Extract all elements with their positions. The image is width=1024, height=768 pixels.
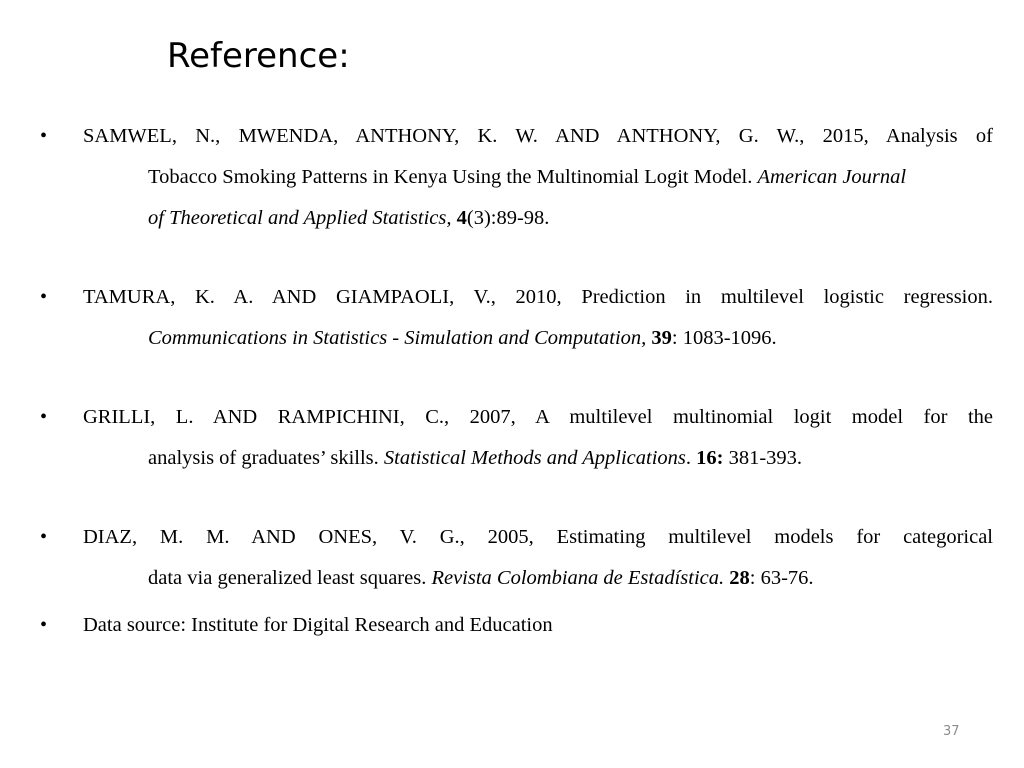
- journal-title: of Theoretical and Applied Statistics,: [148, 207, 457, 229]
- reference-line: [83, 318, 993, 359]
- reference-line: [83, 198, 993, 239]
- pages: (3):89-98.: [466, 207, 550, 229]
- bullet-icon: •: [40, 406, 48, 428]
- journal-title: American Journal: [757, 166, 907, 188]
- slide-title: Reference:: [167, 36, 350, 76]
- reference-item: [83, 517, 993, 599]
- pages: : 1083-1096.: [671, 327, 777, 349]
- reference-text: Tobacco Smoking Patterns in Kenya Using the Multinomial Logit Model.: [148, 166, 758, 188]
- reference-item: [83, 397, 993, 479]
- bullet-icon: •: [40, 614, 48, 636]
- volume-number: 4: [456, 207, 467, 229]
- journal-title: Communications in Statistics - Simulation and Computation,: [148, 327, 652, 349]
- bullet-icon: •: [40, 526, 48, 548]
- reference-text: analysis of graduates’ skills.: [148, 447, 384, 469]
- reference-line: [83, 438, 993, 479]
- volume-number: 28: [729, 567, 750, 589]
- data-source-text: Data source: Institute for Digital Research and Education: [83, 614, 553, 636]
- volume-number: 39: [651, 327, 672, 349]
- journal-title: Revista Colombiana de Estadística.: [431, 567, 725, 589]
- page-number: 37: [943, 724, 960, 739]
- reference-text: data via generalized least squares.: [148, 567, 432, 589]
- reference-line: GRILLI, L. AND RAMPICHINI, C., 2007, A multilevel multinomial logit model for the: [83, 406, 993, 428]
- reference-item: [83, 116, 993, 239]
- reference-line: [83, 558, 993, 599]
- data-source-item: [83, 605, 993, 646]
- volume-number: 16:: [696, 447, 724, 469]
- punctuation: .: [685, 447, 697, 469]
- reference-line: [83, 157, 993, 198]
- reference-line: DIAZ, M. M. AND ONES, V. G., 2005, Estimating multilevel models for categorical: [83, 526, 993, 548]
- journal-title: Statistical Methods and Applications: [383, 447, 686, 469]
- reference-line: SAMWEL, N., MWENDA, ANTHONY, K. W. AND ANTHONY, G. W., 2015, Analysis of: [83, 125, 993, 147]
- bullet-icon: •: [40, 286, 48, 308]
- bullet-icon: •: [40, 125, 48, 147]
- reference-item: [83, 277, 993, 359]
- pages: 381-393.: [723, 447, 803, 469]
- reference-line: TAMURA, K. A. AND GIAMPAOLI, V., 2010, Prediction in multilevel logistic regression.: [83, 286, 993, 308]
- pages: : 63-76.: [749, 567, 814, 589]
